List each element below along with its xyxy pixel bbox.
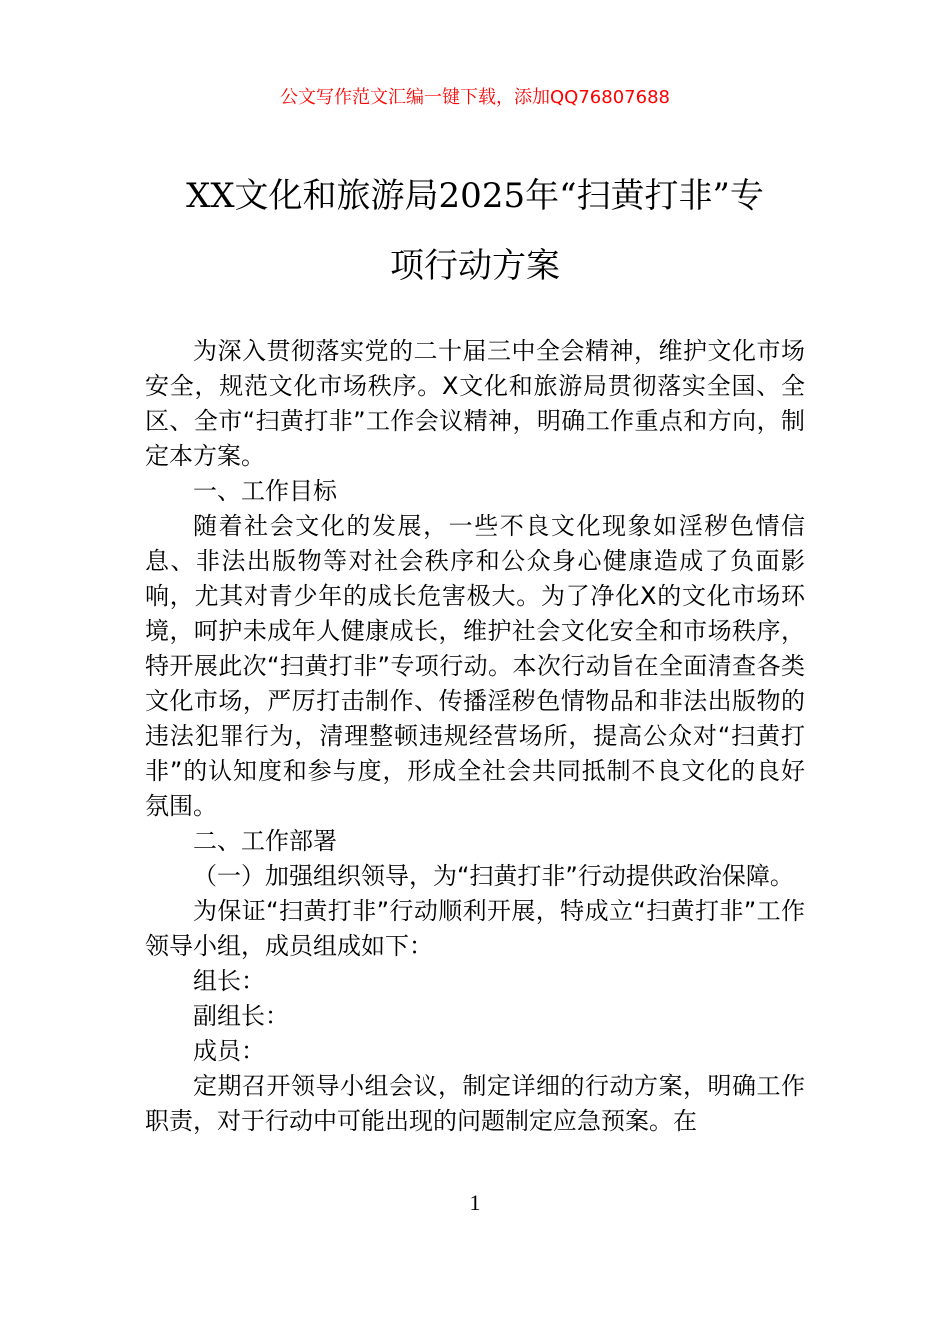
section-heading-goals: 一、工作目标 (193, 477, 337, 505)
document-title-line-2: 项行动方案 (390, 246, 560, 286)
section-heading-deployment: 二、工作部署 (193, 827, 337, 855)
download-note: 公文写作范文汇编一键下载，添加QQ76807688 (280, 87, 670, 108)
intro-paragraph: 为深入贯彻落实党的二十届三中全会精神，维护文化市场安全，规范文化市场秩序。X文化和旅游局贯彻落实全国、全区、全市“扫黄打非”工作会议精神，明确工作重点和方向，制定本方案。 (145, 337, 805, 470)
subsection-heading-leadership: （一）加强组织领导，为“扫黄打非”行动提供政治保障。 (193, 862, 794, 890)
page-number: 1 (469, 1190, 481, 1215)
leader-line: 组长： (193, 967, 265, 995)
document-title-line-1: XX文化和旅游局2025年“扫黄打非”专 (186, 176, 764, 216)
document-body (145, 334, 805, 1139)
meeting-paragraph: 定期召开领导小组会议，制定详细的行动方案，明确工作职责，对于行动中可能出现的问题制定应急预案。在 (145, 1072, 805, 1135)
leadership-paragraph: 为保证“扫黄打非”行动顺利开展，特成立“扫黄打非”工作领导小组，成员组成如下： (145, 897, 805, 960)
goals-paragraph: 随着社会文化的发展，一些不良文化现象如淫秽色情信息、非法出版物等对社会秩序和公众身心健康造成了负面影响，尤其对青少年的成长危害极大。为了净化X的文化市场环境，呵护未成年人健康成长，维护社会文化安全和市场秩序，特开展此次“扫黄打非”专项行动。本次行动旨在全面清查各类文化市场，严厉打击制作、传播淫秽色情物品和非法出版物的违法犯罪行为，清理整顿违规经营场所，提高公众对“扫黄打非”的认知度和参与度，形成全社会共同抵制不良文化的良好氛围。 (145, 512, 805, 820)
deputy-leader-line: 副组长： (193, 1002, 289, 1030)
members-line: 成员： (193, 1037, 265, 1065)
